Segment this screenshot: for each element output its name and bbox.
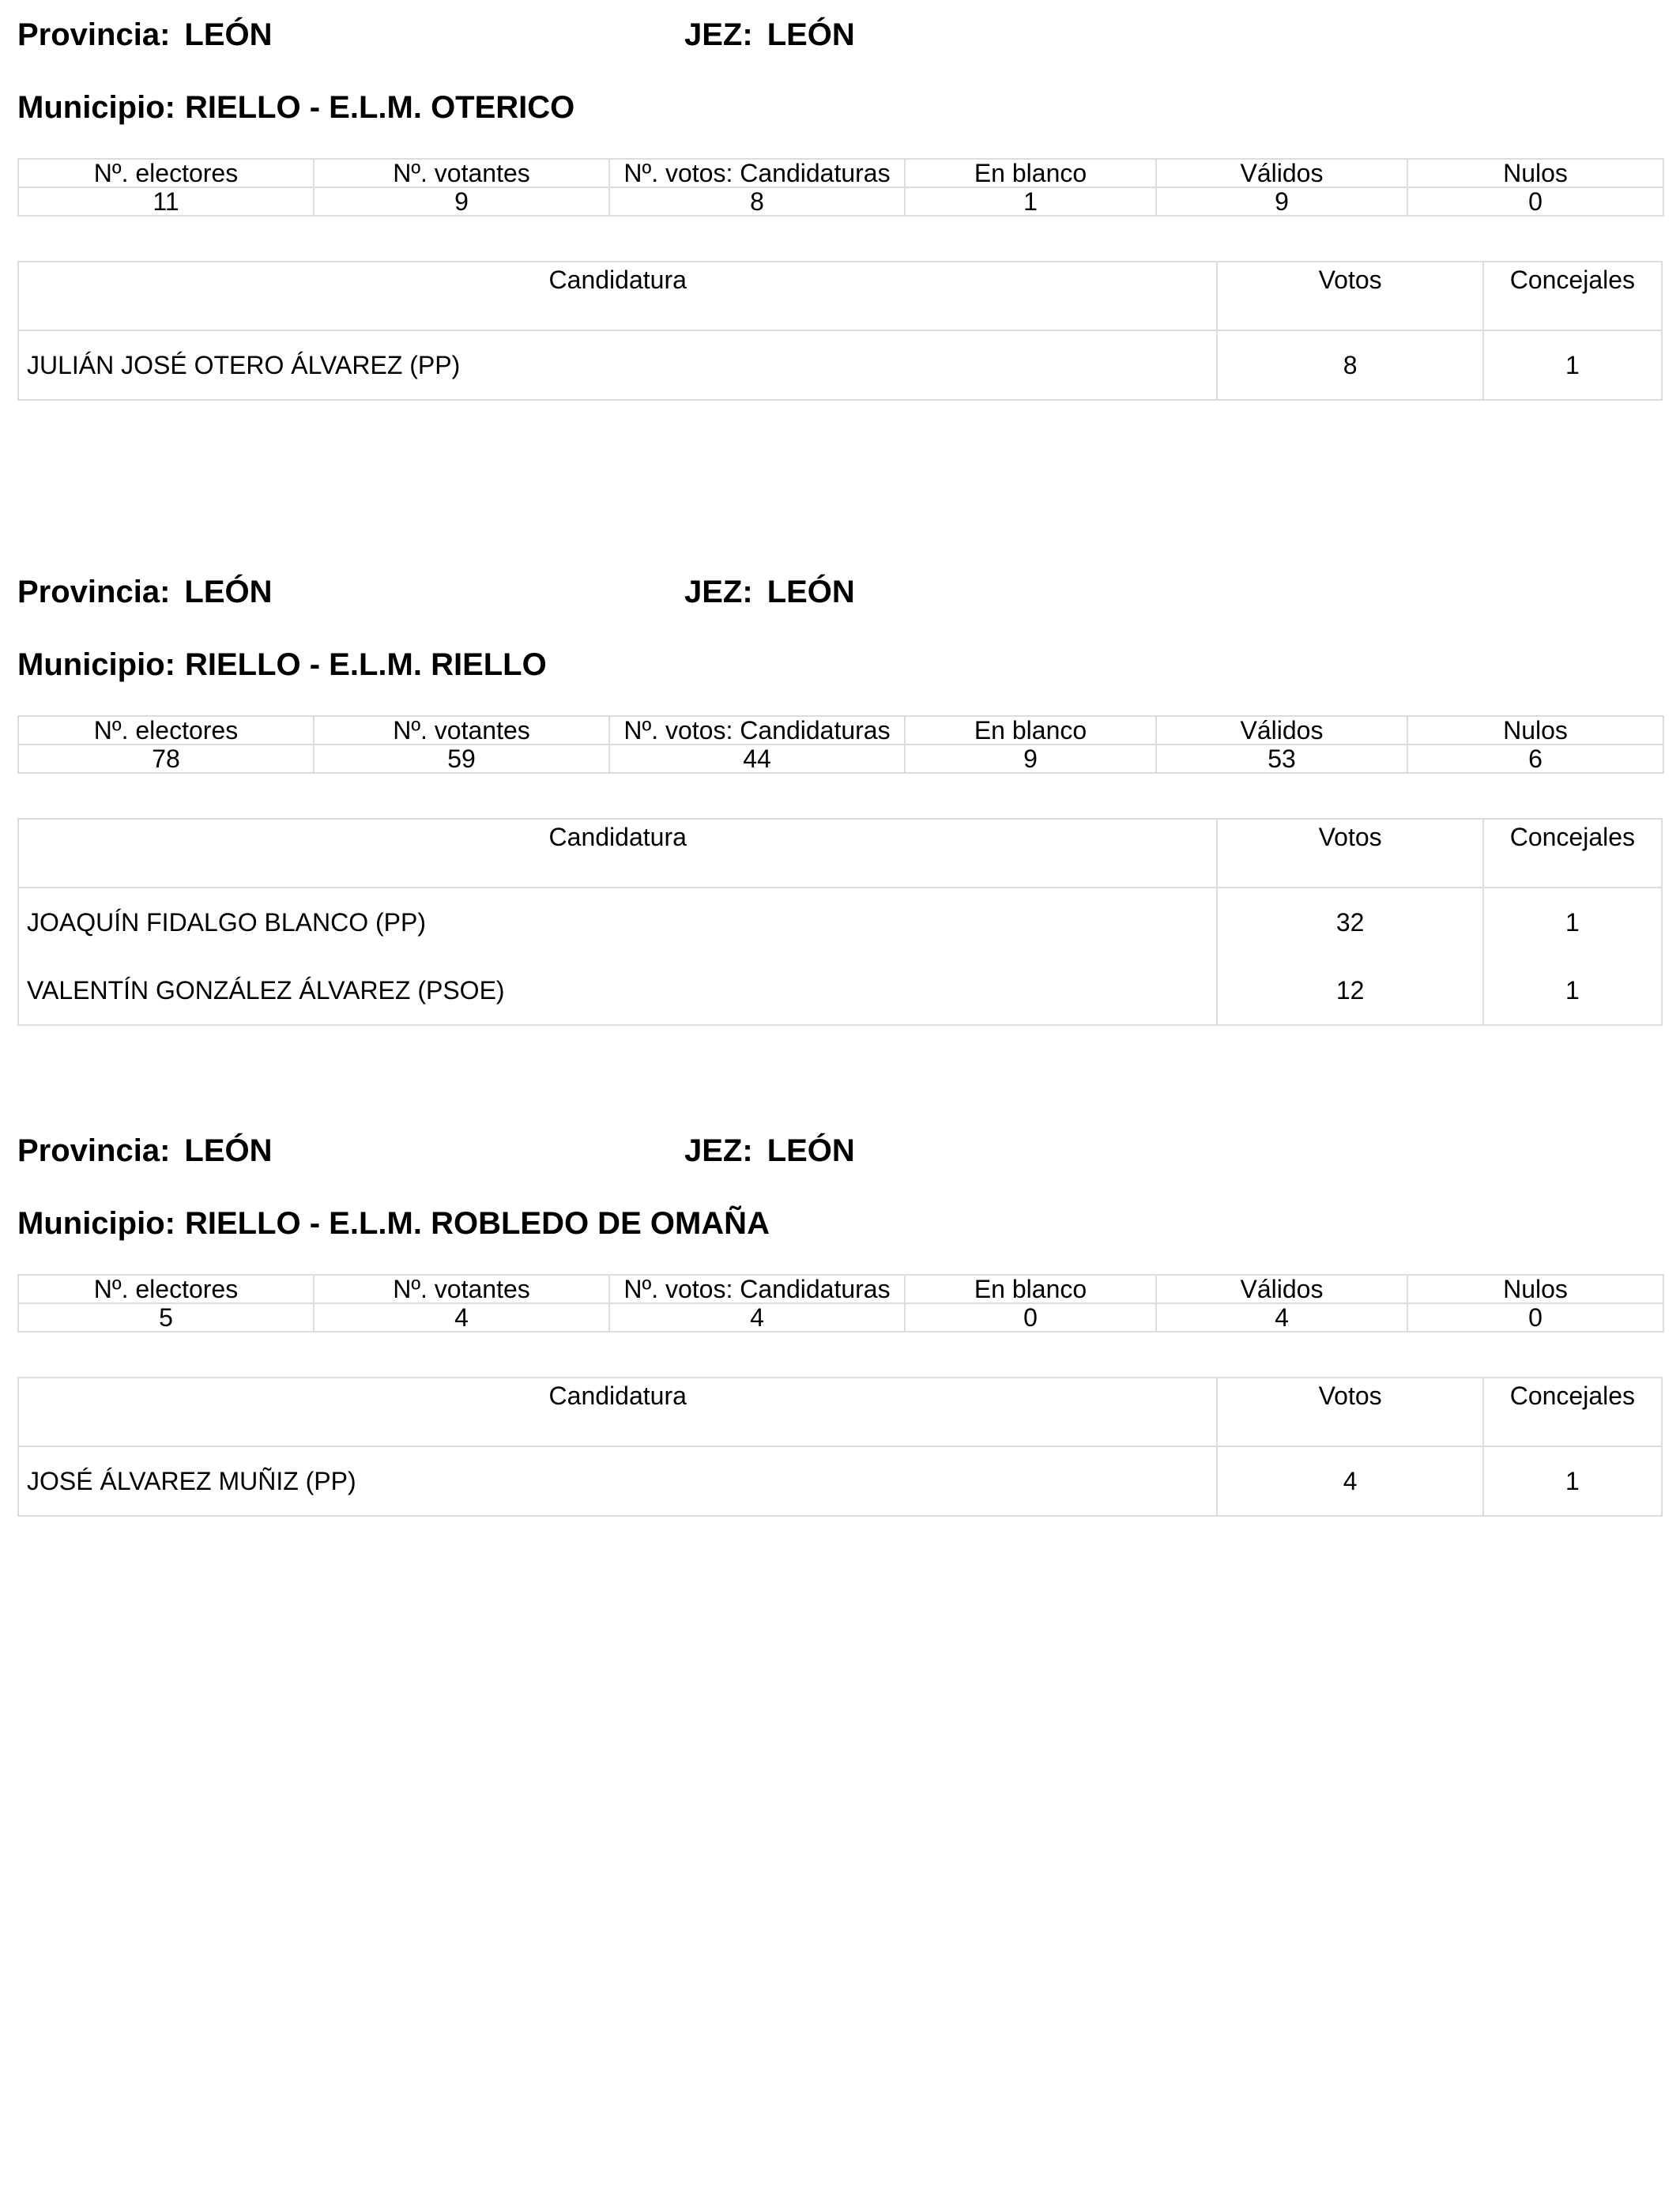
municipio-value: RIELLO - E.L.M. ROBLEDO DE OMAÑA [184,1206,770,1241]
candidate-row [18,1446,1662,1516]
jez-label: JEZ: [684,575,753,609]
stats-value-row [18,745,1663,773]
stats-votantes: 4 [314,1303,609,1332]
stats-header-electores: Nº. electores [18,716,314,745]
stats-value-row [18,187,1663,216]
candidate-votos: 12 [1217,956,1482,1025]
candidatura-header: Candidatura [18,1378,1217,1446]
stats-header-votos-candidaturas: Nº. votos: Candidaturas [609,1275,905,1303]
stats-header-votos-candidaturas: Nº. votos: Candidaturas [609,159,905,187]
stats-nulos: 0 [1407,1303,1663,1332]
candidate-votos: 32 [1217,888,1482,956]
stats-en-blanco: 9 [905,745,1156,773]
municipio-value: RIELLO - E.L.M. OTERICO [184,90,575,125]
jez-line [684,16,855,54]
stats-electores: 78 [18,745,314,773]
municipio-line [17,1204,770,1242]
candidate-name: JOAQUÍN FIDALGO BLANCO (PP) [27,907,426,937]
stats-header-votantes: Nº. votantes [314,716,609,745]
provincia-value: LEÓN [184,17,273,52]
stats-validos: 53 [1156,745,1407,773]
stats-header-en-blanco: En blanco [905,1275,1156,1303]
provincia-label: Provincia: [17,1133,171,1168]
jez-value: LEÓN [767,575,855,609]
candidate-name: JOSÉ ÁLVAREZ MUÑIZ (PP) [27,1466,356,1495]
candidatura-header: Candidatura [18,262,1217,330]
stats-nulos: 0 [1407,187,1663,216]
jez-value: LEÓN [767,1133,855,1168]
stats-votos-candidaturas: 4 [609,1303,905,1332]
stats-table [17,1274,1664,1333]
jez-label: JEZ: [684,17,753,52]
municipio-label: Municipio: [17,1206,175,1241]
jez-label: JEZ: [684,1133,753,1168]
candidate-name: JULIÁN JOSÉ OTERO ÁLVAREZ (PP) [27,350,461,379]
stats-header-row [18,716,1663,745]
candidate-concejales: 1 [1483,888,1662,956]
stats-header-row [18,159,1663,187]
stats-votantes: 59 [314,745,609,773]
stats-header-votos-candidaturas: Nº. votos: Candidaturas [609,716,905,745]
candidate-name: VALENTÍN GONZÁLEZ ÁLVAREZ (PSOE) [27,975,505,1005]
candidates-header-row [18,1378,1662,1446]
provincia-label: Provincia: [17,17,171,52]
candidate-votos: 4 [1217,1446,1482,1516]
candidate-concejales: 1 [1483,330,1662,400]
candidates-table [17,261,1663,401]
votos-header: Votos [1217,262,1482,330]
provincia-label: Provincia: [17,575,171,609]
provincia-line [17,1132,273,1170]
municipio-line [17,646,547,684]
candidate-concejales: 1 [1483,956,1662,1025]
candidate-row [18,330,1662,400]
provincia-line [17,573,273,611]
candidate-concejales: 1 [1483,1446,1662,1516]
jez-value: LEÓN [767,17,855,52]
concejales-header: Concejales [1483,819,1662,888]
stats-votos-candidaturas: 8 [609,187,905,216]
votos-header: Votos [1217,1378,1482,1446]
municipio-label: Municipio: [17,647,175,682]
candidates-header-row [18,262,1662,330]
stats-header-validos: Válidos [1156,716,1407,745]
stats-header-en-blanco: En blanco [905,159,1156,187]
candidates-table [17,1377,1663,1517]
provincia-value: LEÓN [184,1133,273,1168]
candidate-row [18,956,1662,1025]
municipio-line [17,89,574,126]
stats-value-row [18,1303,1663,1332]
stats-header-nulos: Nulos [1407,1275,1663,1303]
stats-header-electores: Nº. electores [18,159,314,187]
stats-electores: 5 [18,1303,314,1332]
stats-header-validos: Válidos [1156,159,1407,187]
stats-validos: 4 [1156,1303,1407,1332]
stats-table [17,158,1664,217]
jez-line [684,573,855,611]
provincia-value: LEÓN [184,575,273,609]
stats-header-row [18,1275,1663,1303]
stats-votantes: 9 [314,187,609,216]
stats-header-validos: Válidos [1156,1275,1407,1303]
stats-nulos: 6 [1407,745,1663,773]
concejales-header: Concejales [1483,1378,1662,1446]
stats-header-electores: Nº. electores [18,1275,314,1303]
candidates-table [17,818,1663,1026]
stats-header-votantes: Nº. votantes [314,1275,609,1303]
candidates-header-row [18,819,1662,888]
stats-header-votantes: Nº. votantes [314,159,609,187]
candidatura-header: Candidatura [18,819,1217,888]
candidate-votos: 8 [1217,330,1482,400]
stats-table [17,715,1664,774]
stats-header-en-blanco: En blanco [905,716,1156,745]
jez-line [684,1132,855,1170]
concejales-header: Concejales [1483,262,1662,330]
municipio-label: Municipio: [17,90,175,125]
stats-votos-candidaturas: 44 [609,745,905,773]
stats-en-blanco: 1 [905,187,1156,216]
candidate-row [18,888,1662,956]
municipio-value: RIELLO - E.L.M. RIELLO [184,647,547,682]
stats-en-blanco: 0 [905,1303,1156,1332]
stats-header-nulos: Nulos [1407,716,1663,745]
provincia-line [17,16,273,54]
stats-header-nulos: Nulos [1407,159,1663,187]
stats-electores: 11 [18,187,314,216]
stats-validos: 9 [1156,187,1407,216]
votos-header: Votos [1217,819,1482,888]
